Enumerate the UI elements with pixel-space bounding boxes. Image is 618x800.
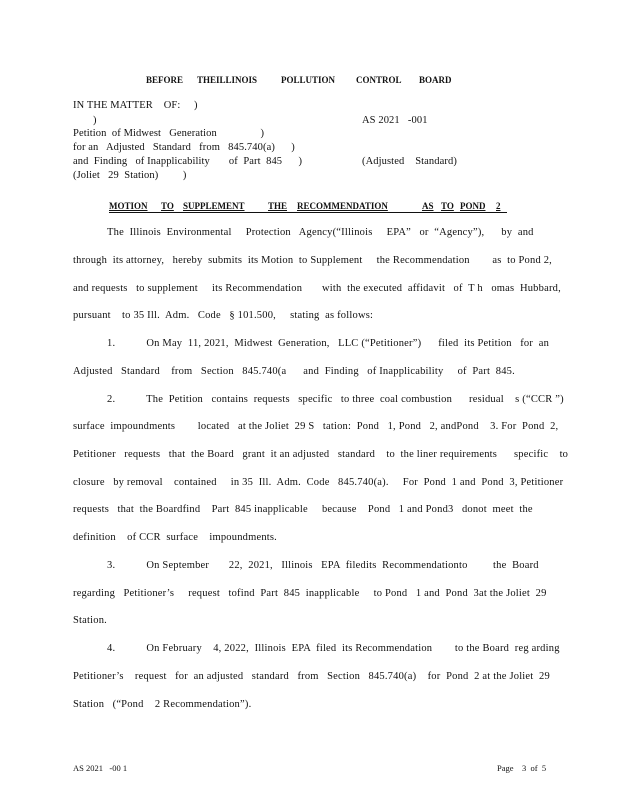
header-control: CONTROL bbox=[356, 75, 402, 85]
title-the: THE bbox=[268, 201, 288, 211]
title-motion: MOTION bbox=[109, 201, 148, 211]
header-before: BEFORE bbox=[146, 75, 184, 85]
body-line: 2. The Petition contains requests specific to three coal combustion residual s (“CCR ”) bbox=[107, 394, 564, 405]
body-line: The Illinois Environmental Protection Agency(“Illinois EPA” or “Agency”), by and bbox=[107, 227, 534, 238]
case-number: AS 2021 -001 bbox=[362, 115, 428, 126]
caption-matter: IN THE MATTER OF: ) bbox=[73, 100, 198, 111]
title-underline bbox=[109, 212, 507, 213]
caption-adjusted: for an Adjusted Standard from 845.740(a) ) bbox=[73, 142, 295, 153]
body-line: and requests to supplement its Recommendation with the executed affidavit of T h omas Hubbard, bbox=[73, 283, 561, 294]
body-line: 4. On February 4, 2022, Illinois EPA filed its Recommendation to the Board reg arding bbox=[107, 643, 560, 654]
footer-case-number: AS 2021 -00 1 bbox=[73, 763, 128, 773]
caption-petition: Petition of Midwest Generation ) bbox=[73, 128, 265, 139]
caption-finding: and Finding of Inapplicability of Part 845 ) bbox=[73, 156, 303, 167]
body-line: through its attorney, hereby submits its Motion to Supplement the Recommendation as to Pond 2, bbox=[73, 255, 553, 266]
body-line: Station (“Pond 2 Recommendation”). bbox=[73, 699, 252, 710]
title-to: TO bbox=[161, 201, 174, 211]
title-supplement: SUPPLEMENT bbox=[183, 201, 245, 211]
body-line: 1. On May 11, 2021, Midwest Generation, LLC (“Petitioner”) filed its Petition for an bbox=[107, 338, 550, 349]
title-pond: POND bbox=[460, 201, 486, 211]
body-line: Adjusted Standard from Section 845.740(a and Finding of Inapplicability of Part 845. bbox=[73, 366, 515, 377]
body-line: Station. bbox=[73, 615, 107, 626]
body-line: definition of CCR surface impoundments. bbox=[73, 532, 278, 543]
body-line: regarding Petitioner’s request tofind Part 845 inapplicable to Pond 1 and Pond 3at the Joliet 29 bbox=[73, 588, 547, 599]
body-line: pursuant to 35 Ill. Adm. Code § 101.500, stating as follows: bbox=[73, 310, 374, 321]
caption-adjusted-standard: (Adjusted Standard) bbox=[362, 156, 457, 167]
body-line: Petitioner requests that the Board grant it an adjusted standard to the liner requirements specific to bbox=[73, 449, 569, 460]
body-line: requests that the Boardfind Part 845 inapplicable because Pond 1 and Pond3 donot meet the bbox=[73, 504, 533, 515]
body-line: closure by removal contained in 35 Ill. Adm. Code 845.740(a). For Pond 1 and Pond 3, Petitioner bbox=[73, 477, 564, 488]
body-line: 3. On September 22, 2021, Illinois EPA filedits Recommendationto the Board bbox=[107, 560, 539, 571]
body-line: surface impoundments located at the Joliet 29 S tation: Pond 1, Pond 2, andPond 3. For Pond 2, bbox=[73, 421, 559, 432]
body-line: Petitioner’s request for an adjusted standard from Section 845.740(a) for Pond 2 at the Joliet 29 bbox=[73, 671, 550, 682]
footer-page-number: Page 3 of 5 bbox=[497, 763, 547, 773]
caption-joliet: (Joliet 29 Station) ) bbox=[73, 170, 187, 181]
title-recommendation: RECOMMENDATION bbox=[297, 201, 388, 211]
header-board: BOARD bbox=[419, 75, 452, 85]
header-the-illinois: THEILLINOIS bbox=[197, 75, 258, 85]
caption-paren: ) bbox=[93, 115, 97, 126]
title-to-2: TO bbox=[441, 201, 454, 211]
title-as: AS bbox=[422, 201, 434, 211]
title-two: 2 bbox=[496, 201, 501, 211]
header-pollution: POLLUTION bbox=[281, 75, 336, 85]
